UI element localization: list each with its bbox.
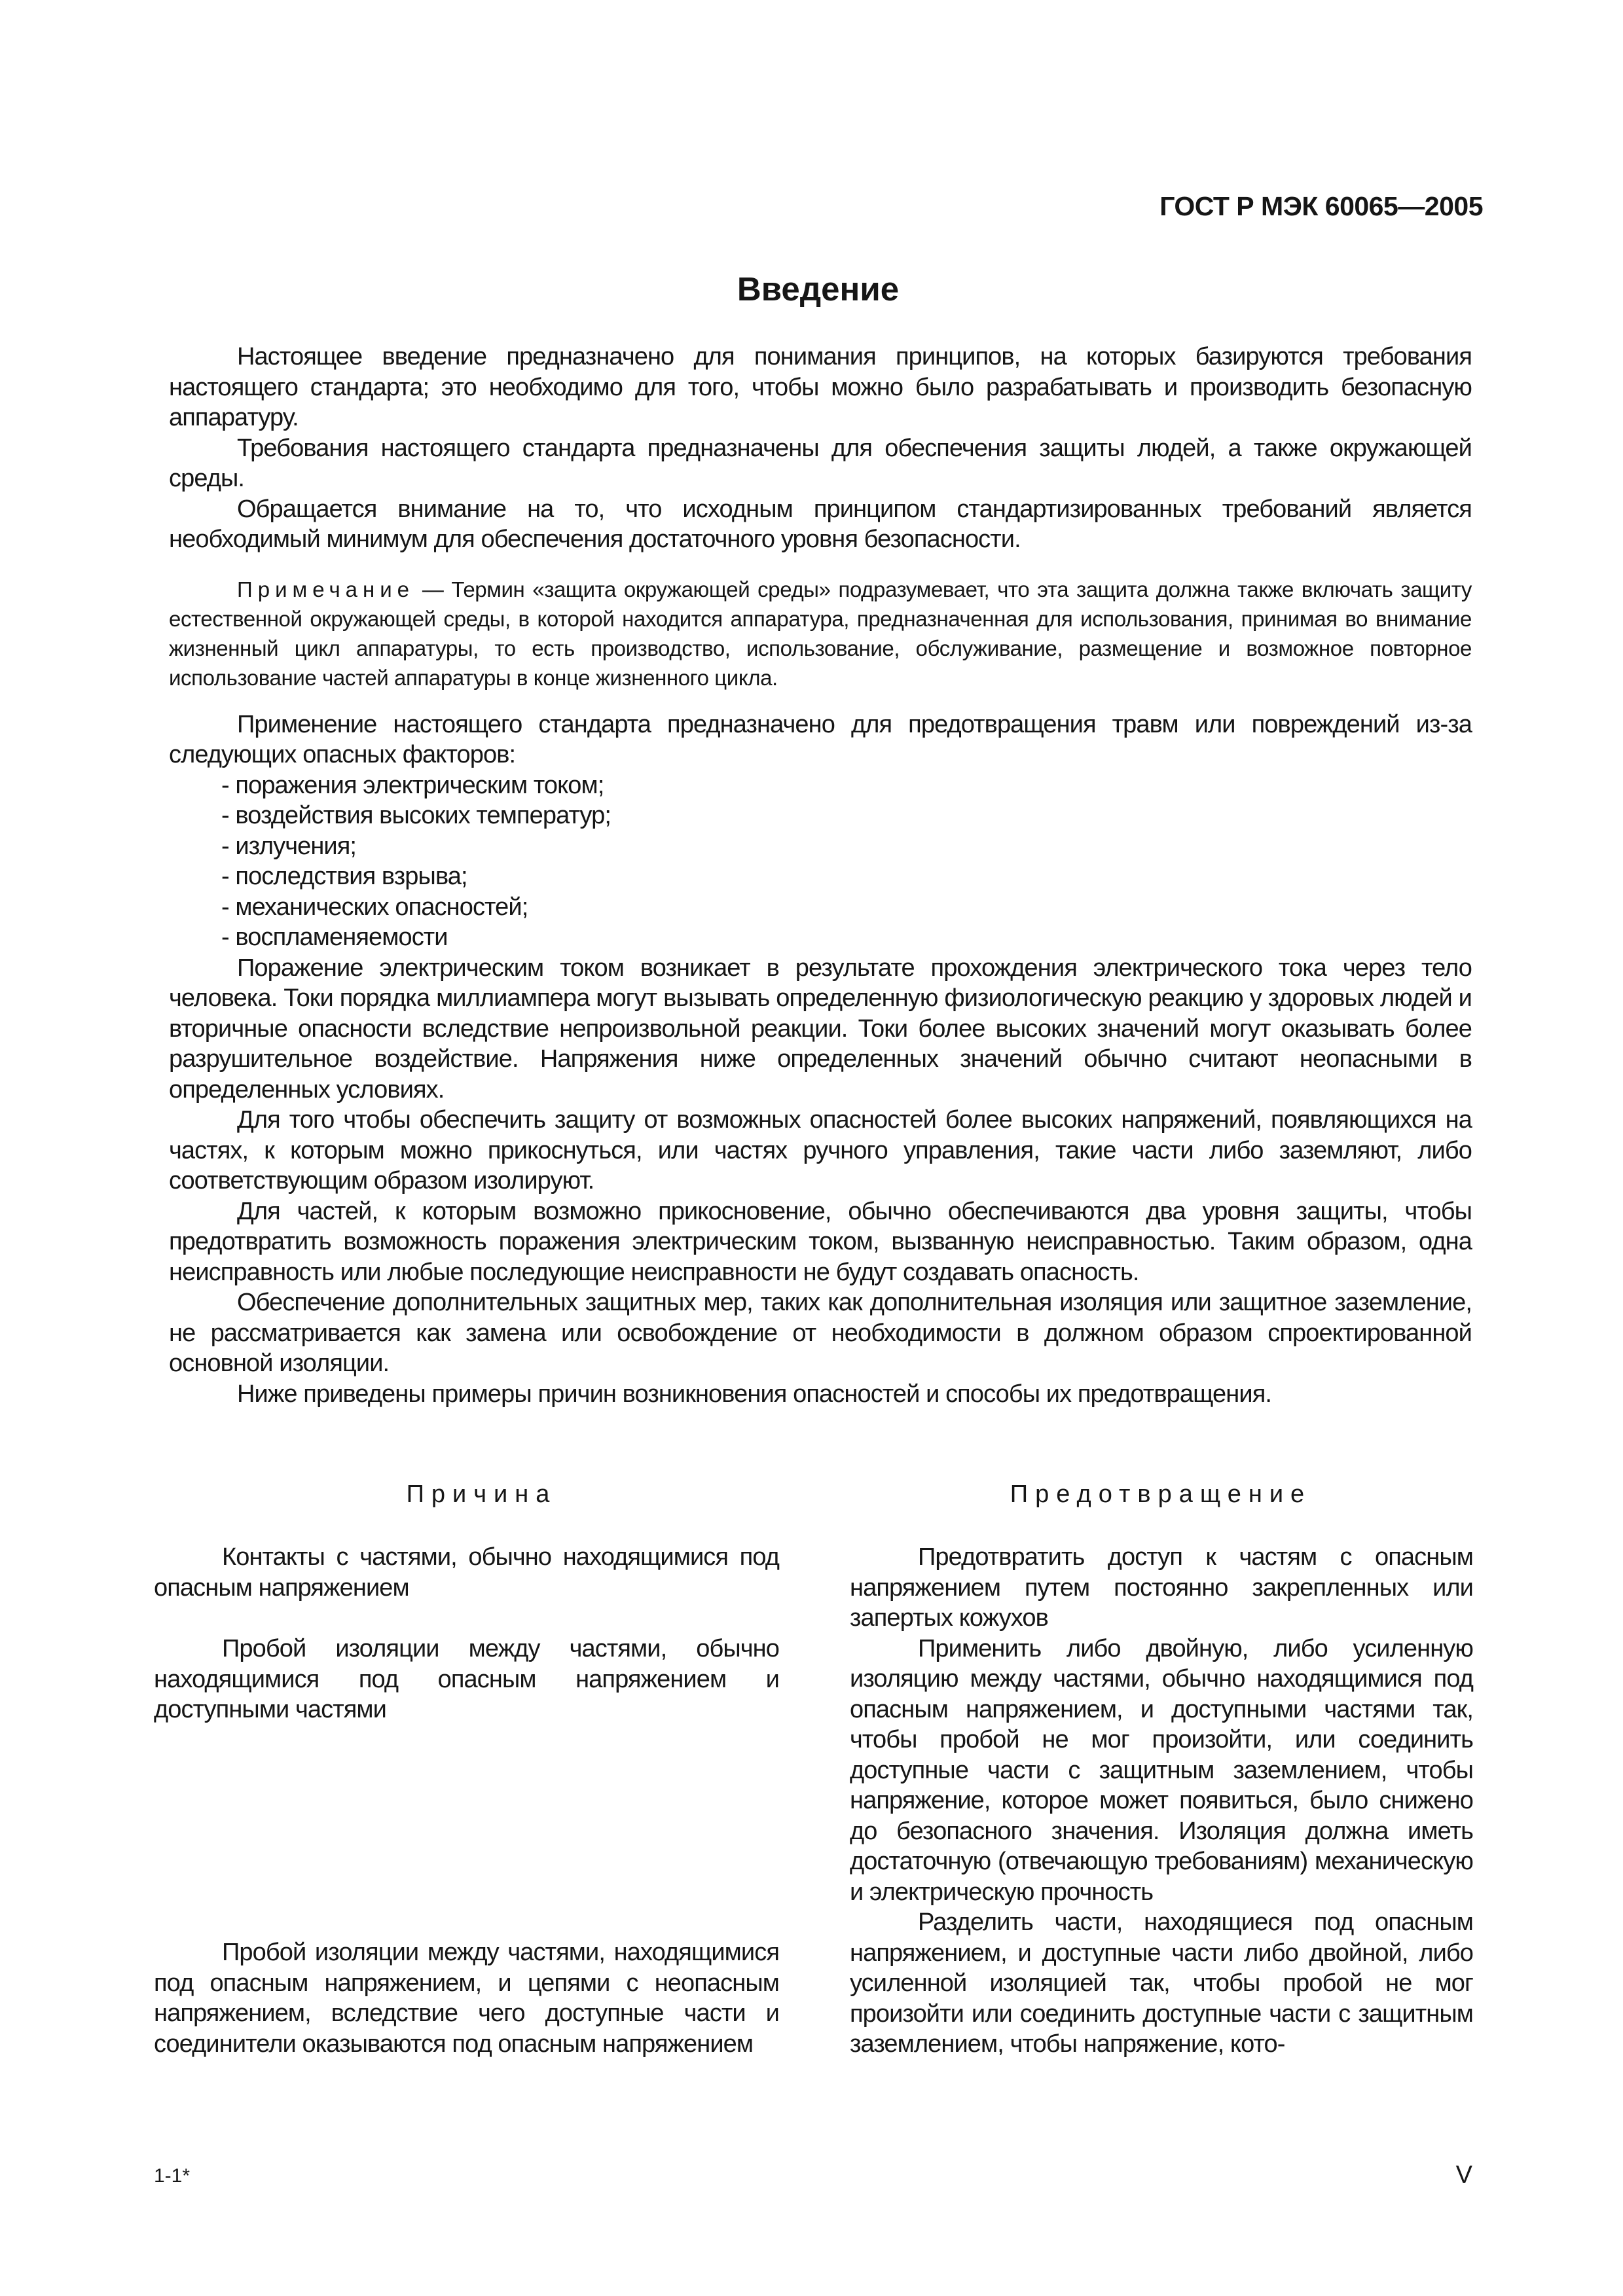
sheet-mark: 1-1* <box>154 2165 191 2187</box>
page-number: V <box>1455 2161 1472 2189</box>
intro-paragraph-2: Требования настоящего стандарта предназначены для обеспечения защиты людей, а также окружающей среды. <box>169 434 1472 492</box>
intro-paragraph-1: Настоящее введение предназначено для понимания принципов, на которых базируются требования настоящего стандарта; это необходимо для того, чтобы можно было разрабатывать и производить безопасную аппаратуру. <box>169 343 1472 431</box>
list-item: - воздействия высоких температур; <box>221 802 611 829</box>
cause-item: Пробой изоляции между частями, находящимися под опасным напряжением, и цепями с неопасным напряжением, вследствие чего доступные части и соединители оказываются под опасным напряжением <box>154 1939 779 2058</box>
paragraph-two-levels: Для частей, к которым возможно прикосновение, обычно обеспечиваются два уровня защиты, чтобы предотвратить возможность поражения электрическим током, вызванную неисправностью. Таким образом, одна неисправность или любые последующие неисправности не будут создавать опасность. <box>169 1197 1472 1286</box>
list-item: - воспламеняемости <box>221 924 448 951</box>
paragraph-protection: Для того чтобы обеспечить защиту от возможных опасностей более высоких напряжений, появляющихся на частях, к которым можно прикоснуться, или частях ручного управления, такие части либо заземляют, либо соответствующим образом изолируют. <box>169 1106 1472 1194</box>
list-item: - последствия взрыва; <box>221 863 467 890</box>
prevention-item: Разделить части, находящиеся под опасным напряжением, и доступные части либо двойной, либо усиленной изоляцией так, чтобы пробой не мог произойти или соединить доступные части с защитным заземлением, чтобы напряжение, кото- <box>850 1909 1473 2058</box>
intro-paragraph-3: Обращается внимание на то, что исходным принципом стандартизированных требований является необходимый минимум для обеспечения достаточного уровня безопасности. <box>169 495 1472 553</box>
prevention-item: Предотвратить доступ к частям с опасным напряжением путем постоянно закрепленных или запертых кожухов <box>850 1543 1473 1632</box>
body-text <box>169 342 1472 1409</box>
cause-item: Контакты с частями, обычно находящимися под опасным напряжением <box>154 1543 779 1602</box>
list-item: - механических опасностей; <box>221 893 528 921</box>
list-item: - поражения электрическим током; <box>221 771 604 799</box>
prevention-column-header: Предотвращение <box>1010 1480 1312 1508</box>
prevention-column <box>850 1542 1473 2060</box>
note <box>169 575 1472 692</box>
prevention-item: Применить либо двойную, либо усиленную изоляцию между частями, обычно находящимися под опасным напряжением, и доступными частями так, чтобы пробой не мог произойти, или соединить доступные части с защитным заземлением, чтобы напряжение, которое может появиться, было снижено до безопасного значения. Изоляция должна иметь достаточную (отвечающую требованиям) механическую и электрическую прочность <box>850 1634 1473 1906</box>
note-label: Примечание <box>237 577 415 601</box>
cause-item: Пробой изоляции между частями, обычно находящимися под опасным напряжением и доступными частями <box>154 1635 779 1723</box>
paragraph-electric-shock: Поражение электрическим током возникает в результате прохождения электрического тока через тело человека. Токи порядка миллиампера могут вызывать определенную физиологическую реакцию у здоровых людей и вторичные опасности вследствие непроизвольной реакции. Токи более высоких значений могут оказывать более разрушительное воздействие. Напряжения ниже определенных значений обычно считают неопасными в определенных условиях. <box>169 954 1472 1103</box>
paragraph-examples: Ниже приведены примеры причин возникновения опасностей и способы их предотвращения. <box>237 1380 1272 1408</box>
list-item: - излучения; <box>221 832 357 860</box>
document-code: ГОСТ Р МЭК 60065—2005 <box>1159 191 1483 221</box>
paragraph-additional-measures: Обеспечение дополнительных защитных мер, таких как дополнительная изоляция или защитное заземление, не рассматривается как замена или освобождение от необходимости в должном образом спроектированной основной изоляции. <box>169 1289 1472 1377</box>
hazards-intro: Применение настоящего стандарта предназначено для предотвращения травм или повреждений из-за следующих опасных факторов: <box>169 710 1472 768</box>
hazard-list <box>169 770 1472 953</box>
cause-column-header: Причина <box>406 1480 557 1508</box>
note-text: — Термин «защита окружающей среды» подразумевает, что эта защита должна также включать защиту естественной окружающей среды, в которой находится аппаратура, предназначенная для использования, принимая во внимание жизненный цикл аппаратуры, то есть производство, использование, обслуживание, размещение и возможное повторное использование частей аппаратуры в конце жизненного цикла. <box>169 577 1472 690</box>
page-title: Введение <box>737 270 900 308</box>
